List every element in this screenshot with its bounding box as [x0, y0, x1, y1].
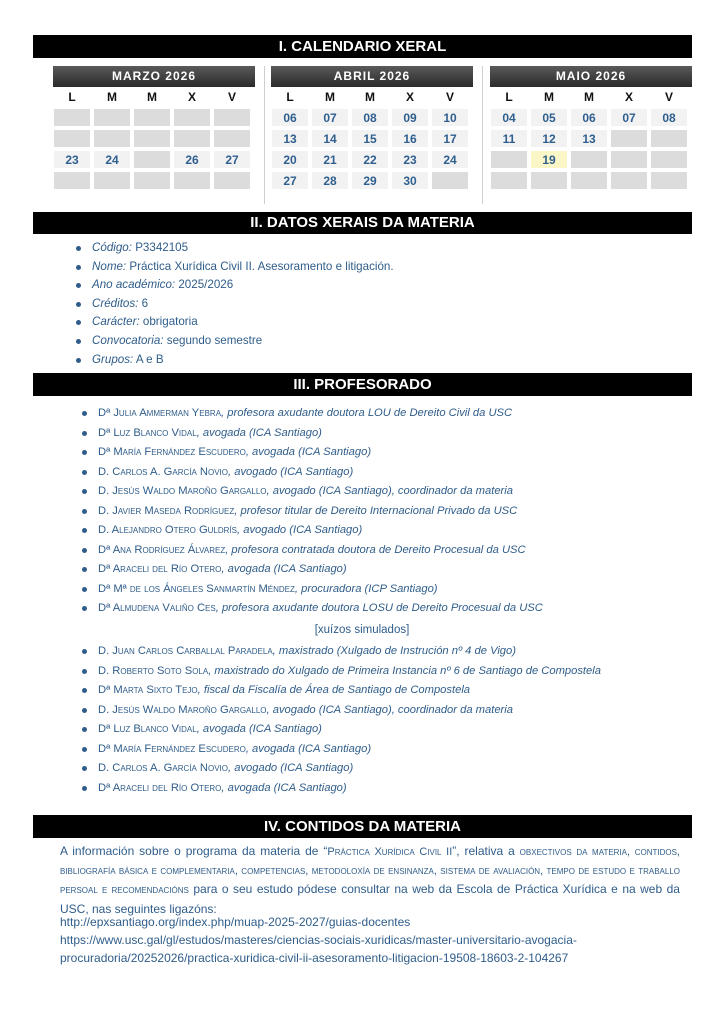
weekday-label: V [431, 89, 469, 106]
staff-role: , avogado (ICA Santiago), coordinador da materia [266, 703, 513, 716]
field-label: Código: [92, 241, 132, 254]
calendar-empty-cell [93, 129, 131, 148]
bullet-icon [82, 727, 87, 732]
staff-name: Dª Mª de los Ángeles Sanmartín Méndez [98, 582, 295, 595]
staff-section-title: III. PROFESORADO [33, 373, 692, 396]
weekday-label: L [53, 89, 91, 106]
staff-member [82, 560, 543, 580]
simulated-trials-staff-list [82, 642, 601, 798]
staff-role: , fiscal da Fiscalía de Área de Santiago de Compostela [197, 684, 471, 696]
staff-name: D. Carlos A. García Novio [98, 465, 229, 478]
simulated-trials-label: [xuízos simulados] [314, 624, 410, 636]
field-label: Carácter: [92, 315, 140, 329]
weekday-label: V [650, 89, 688, 106]
bullet-icon [76, 246, 81, 251]
staff-role: , avogada (ICA Santiago) [245, 742, 372, 755]
calendar-empty-cell [431, 171, 469, 190]
bullet-icon [82, 649, 87, 654]
bullet-icon [76, 302, 81, 307]
staff-role: , avogada (ICA Santiago) [221, 563, 347, 575]
bullet-icon [82, 708, 87, 713]
staff-member [82, 599, 543, 619]
weekday-label: L [271, 89, 309, 106]
weekday-label: V [213, 89, 251, 106]
weekday-label: X [610, 89, 648, 106]
calendar-empty-cell [53, 129, 91, 148]
field-value: 6 [138, 296, 149, 310]
calendar-day: 19 [530, 150, 568, 169]
staff-name: Dª Luz Blanco Vidal [98, 426, 197, 439]
calendar-day: 04 [490, 108, 528, 127]
calendar-day: 15 [351, 129, 389, 148]
bullet-icon [82, 688, 87, 693]
bullet-icon [82, 528, 87, 533]
calendar-empty-cell [133, 129, 171, 148]
staff-name: Dª Luz Blanco Vidal [98, 723, 197, 735]
calendar-empty-cell [173, 171, 211, 190]
staff-role: , avogada (ICA Santiago) [196, 426, 322, 439]
bullet-icon [76, 339, 81, 344]
staff-role: , profesor titular de Dereito Internacional Privado da USC [234, 504, 518, 517]
weekday-label: M [351, 89, 389, 106]
bullet-icon [82, 567, 87, 572]
calendar-empty-cell [213, 129, 251, 148]
staff-list [82, 404, 543, 619]
bullet-icon [76, 265, 81, 270]
staff-member [82, 779, 601, 799]
calendar-day: 11 [490, 129, 528, 148]
calendar-day: 23 [391, 150, 429, 169]
weekday-label: X [173, 89, 211, 106]
bullet-icon [82, 470, 87, 475]
staff-member [82, 681, 601, 701]
epx-guides-link[interactable]: http://epxsantiago.org/index.php/muap-2025-2027/guias-docentes [60, 915, 411, 929]
calendar-day: 16 [391, 129, 429, 148]
staff-member [82, 720, 601, 740]
calendar-day: 20 [271, 150, 309, 169]
weekday-label: X [391, 89, 429, 106]
staff-name: D. Carlos A. García Novio [98, 762, 229, 774]
bullet-icon [82, 431, 87, 436]
contents-text-3: para o seu estudo pódese consultar na web da Escola de Práctica Xurídica e na web da USC, nas seguintes ligazóns: [60, 882, 680, 916]
general-data-item [70, 313, 394, 332]
staff-member [82, 701, 601, 721]
staff-role: , maxistrado do Xulgado de Primeira Instancia nº 6 de Santiago de Compostela [208, 664, 601, 677]
calendar-divider [482, 66, 483, 204]
calendar-day: 22 [351, 150, 389, 169]
bullet-icon [82, 587, 87, 592]
calendar-empty-cell [53, 108, 91, 127]
calendar-empty-cell [570, 171, 608, 190]
bullet-icon [82, 450, 87, 455]
field-label: Convocatoria: [92, 333, 164, 347]
calendar-day: 10 [431, 108, 469, 127]
calendar-day: 13 [570, 129, 608, 148]
contents-text-2: ”, relativa a [452, 844, 520, 858]
calendar-empty-cell [610, 171, 648, 190]
bullet-icon [82, 766, 87, 771]
usc-course-link-line1[interactable]: https://www.usc.gal/gl/estudos/masteres/ciencias-sociais-xuridicas/master-universitario-avogacia- [60, 933, 577, 947]
calendar-day: 24 [431, 150, 469, 169]
calendar-empty-cell [173, 129, 211, 148]
calendar-empty-cell [93, 171, 131, 190]
calendar-day: 17 [431, 129, 469, 148]
calendar-day: 27 [271, 171, 309, 190]
calendar-empty-cell [173, 108, 211, 127]
weekday-label: M [93, 89, 131, 106]
calendar-day: 27 [213, 150, 251, 169]
calendar-section-title: I. CALENDARIO XERAL [33, 35, 692, 58]
staff-role: , profesora contratada doutora de Dereito Procesual da USC [225, 543, 526, 556]
month-calendar [490, 66, 692, 190]
calendar-empty-cell [213, 108, 251, 127]
contents-section-title: IV. CONTIDOS DA MATERIA [33, 815, 692, 838]
staff-role: , avogado (ICA Santiago) [228, 465, 354, 478]
month-title: ABRIL 2026 [271, 66, 473, 87]
calendar-day: 13 [271, 129, 309, 148]
bullet-icon [76, 358, 81, 363]
staff-name: Dª Almudena Valiño Ces [98, 602, 216, 614]
staff-name: D. Jesús Waldo Maroño Gargallo [98, 703, 267, 716]
bullet-icon [82, 489, 87, 494]
contents-subject-name: Práctica Xurídica Civil II [327, 846, 453, 858]
calendar-day: 28 [311, 171, 349, 190]
month-calendar [53, 66, 255, 190]
staff-member [82, 424, 543, 444]
month-title: MARZO 2026 [53, 66, 255, 87]
staff-name: D. Jesús Waldo Maroño Gargallo [98, 485, 267, 497]
staff-member [82, 443, 543, 463]
staff-role: , avogado (ICA Santiago) [237, 524, 363, 536]
staff-name: Dª Marta Sixto Tejo [98, 684, 198, 696]
staff-member [82, 662, 601, 682]
staff-role: , avogada (ICA Santiago) [245, 446, 372, 458]
field-value: 2025/2026 [175, 278, 234, 292]
weekday-label: M [133, 89, 171, 106]
staff-member [82, 759, 601, 779]
staff-role: , procuradora (ICP Santiago) [294, 582, 438, 595]
field-value: segundo semestre [163, 333, 263, 347]
contents-topics: obxectivos da materia, contidos, bibliografía básica e complementaria, competencias, metodoloxía de ensinanza, sistema de avaliación, tempo de estudo e traballo persoal e recomendacións [60, 846, 680, 897]
staff-role: , avogado (ICA Santiago) [228, 762, 354, 774]
bullet-icon [76, 320, 81, 325]
staff-name: D. Roberto Soto Sola [98, 664, 209, 677]
calendar-day: 26 [173, 150, 211, 169]
staff-member [82, 521, 543, 541]
usc-course-link-line2[interactable]: procuradoria/20252026/practica-xuridica-civil-ii-asesoramento-litigacion-19508-18603-2-104267 [60, 951, 569, 965]
staff-name: Dª Araceli del Río Otero [98, 563, 222, 575]
field-label: Créditos: [92, 296, 139, 310]
general-data-item [70, 258, 394, 277]
staff-role: , maxistrado (Xulgado de Instrución nº 4 de Vigo) [272, 645, 516, 657]
bullet-icon [82, 411, 87, 416]
calendar-empty-cell [570, 150, 608, 169]
calendar-day: 29 [351, 171, 389, 190]
staff-role: , avogado (ICA Santiago), coordinador da materia [266, 485, 513, 497]
general-data-item [70, 295, 394, 314]
calendar-empty-cell [133, 108, 171, 127]
bullet-icon [82, 747, 87, 752]
staff-name: D. Alejandro Otero Guldrís [98, 524, 237, 536]
staff-member [82, 580, 543, 600]
staff-role: , avogada (ICA Santiago) [196, 723, 322, 735]
month-calendar [271, 66, 473, 190]
bullet-icon [82, 786, 87, 791]
bullet-icon [76, 283, 81, 288]
staff-name: Dª Araceli del Río Otero [98, 781, 222, 794]
calendar-empty-cell [133, 171, 171, 190]
staff-role: , profesora axudante doutora LOSU de Dereito Procesual da USC [215, 602, 543, 614]
staff-name: D. Javier Maseda Rodríguez [98, 504, 235, 517]
calendar-day: 24 [93, 150, 131, 169]
staff-role: , profesora axudante doutora LOU de Dereito Civil da USC [221, 407, 513, 419]
field-value: obrigatoria [139, 315, 198, 329]
calendar-day: 07 [311, 108, 349, 127]
weekday-label: M [311, 89, 349, 106]
staff-name: Dª María Fernández Escudero [98, 742, 246, 755]
staff-name: Dª María Fernández Escudero [98, 446, 246, 458]
staff-name: Dª Ana Rodríguez Álvarez [98, 543, 226, 556]
general-data-item [70, 276, 394, 295]
general-data-item [70, 332, 394, 351]
general-data-item [70, 239, 394, 258]
calendar-day: 07 [610, 108, 648, 127]
calendar-empty-cell [610, 129, 648, 148]
bullet-icon [82, 548, 87, 553]
calendar-empty-cell [53, 171, 91, 190]
calendar-empty-cell [133, 150, 171, 169]
staff-member [82, 541, 543, 561]
calendar-day: 08 [351, 108, 389, 127]
general-data-list [70, 239, 394, 369]
general-data-item [70, 351, 394, 370]
calendar-empty-cell [650, 150, 688, 169]
calendar-empty-cell [213, 171, 251, 190]
calendar-empty-cell [490, 171, 528, 190]
weekday-label: M [530, 89, 568, 106]
calendar-empty-cell [650, 171, 688, 190]
staff-member [82, 404, 543, 424]
calendar-day: 06 [271, 108, 309, 127]
calendar-day: 14 [311, 129, 349, 148]
calendar-empty-cell [490, 150, 528, 169]
bullet-icon [82, 606, 87, 611]
calendar-day: 05 [530, 108, 568, 127]
contents-paragraph [60, 842, 680, 918]
staff-name: D. Juan Carlos Carballal Paradela [98, 645, 273, 657]
calendar-empty-cell [650, 129, 688, 148]
staff-member [82, 642, 601, 662]
staff-name: Dª Julia Ammerman Yebra [98, 407, 222, 419]
calendar-empty-cell [610, 150, 648, 169]
calendar-day: 06 [570, 108, 608, 127]
calendar-day: 30 [391, 171, 429, 190]
month-title: MAIO 2026 [490, 66, 692, 87]
calendar-day: 23 [53, 150, 91, 169]
weekday-label: L [490, 89, 528, 106]
field-value: P3342105 [131, 241, 189, 254]
staff-member [82, 482, 543, 502]
calendar-day: 08 [650, 108, 688, 127]
field-value: A e B [133, 352, 164, 366]
general-data-section-title: II. DATOS XERAIS DA MATERIA [33, 212, 692, 234]
staff-role: , avogada (ICA Santiago) [221, 781, 347, 794]
contents-text-1: A información sobre o programa da materia de “ [60, 844, 328, 858]
staff-member [82, 502, 543, 522]
bullet-icon [82, 509, 87, 514]
bullet-icon [82, 669, 87, 674]
calendar-empty-cell [93, 108, 131, 127]
weekday-label: M [570, 89, 608, 106]
field-label: Nome: [92, 259, 127, 273]
staff-member [82, 740, 601, 760]
field-label: Ano académico: [92, 278, 176, 292]
staff-member [82, 463, 543, 483]
field-value: Práctica Xurídica Civil II. Asesoramento e litigación. [126, 259, 394, 273]
calendar-day: 09 [391, 108, 429, 127]
calendar-day: 12 [530, 129, 568, 148]
calendar-day: 21 [311, 150, 349, 169]
field-label: Grupos: [92, 352, 134, 366]
calendar-empty-cell [530, 171, 568, 190]
calendar-divider [264, 66, 265, 204]
